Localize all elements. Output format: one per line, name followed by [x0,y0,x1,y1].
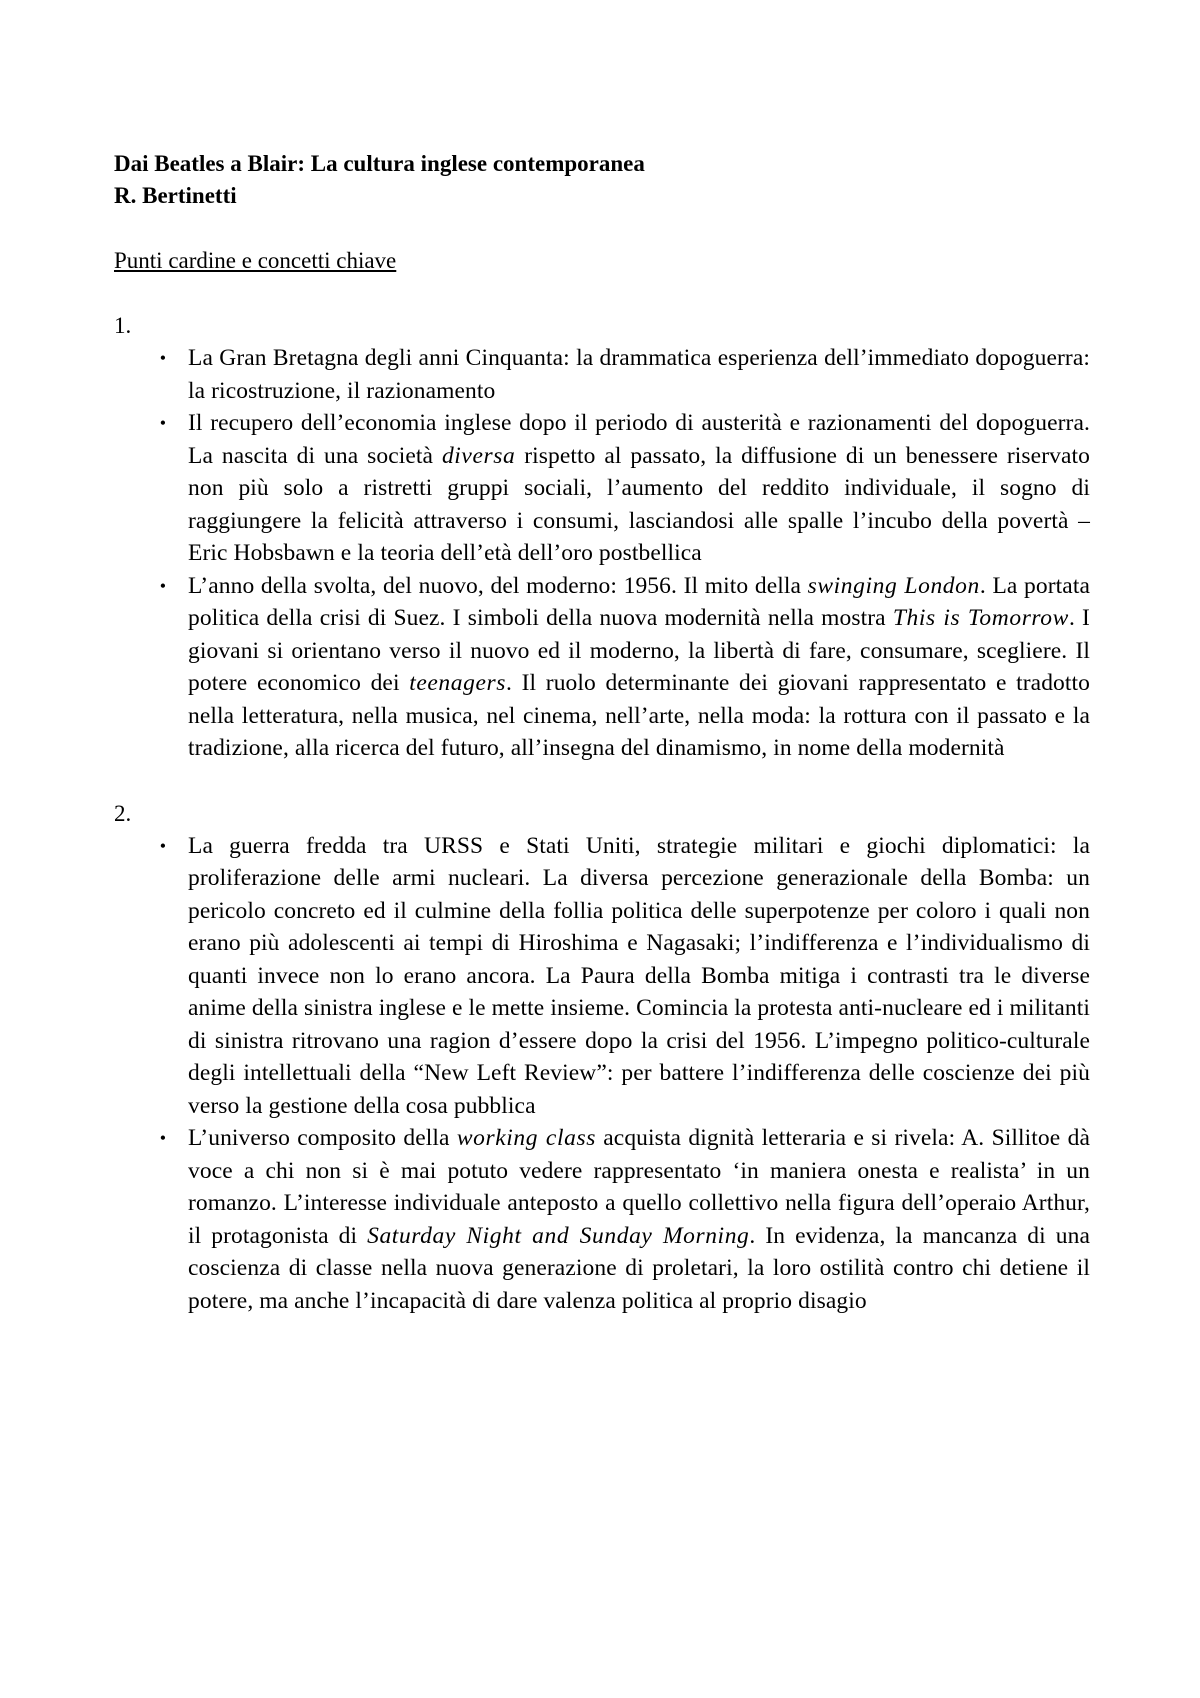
document-author: R. Bertinetti [114,183,237,208]
italic-term: diversa [441,442,516,469]
item-text: La guerra fredda tra URSS e Stati Uniti, strategie militari e giochi diplomatici: la proliferazione delle armi nucleari. La diversa percezione generazionale della Bomba: un pericolo concreto ed il culmine della follia politica delle superpotenze per coloro i quali non erano più adolescenti ai tempi di Hiroshima e Nagasaki; l’indifferenza e l’individualismo di quanti invece non lo erano ancora. La Paura della Bomba mitiga i contrasti tra le diverse anime della sinistra inglese e le mette insieme. Comincia la protesta anti-nucleare ed i militanti di sinistra ritrovano una ragion d’essere dopo la crisi del 1956. L’impegno politico-culturale degli intellettuali della “New Left Review”: per battere l’indifferenza delle coscienze dei più verso la gestione della cosa pubblica [188,832,1090,1119]
item-text: . In evidenza, la mancanza di una coscienza di classe nella nuova generazione di proletari, la loro ostilità contro chi detiene il potere, ma anche l’incapacità di dare valenza politica al proprio disagio [188,1222,1091,1314]
italic-term: working class [456,1125,596,1151]
list-item [114,342,1090,407]
bullet-icon: • [159,348,167,368]
bullet-icon: • [159,575,167,596]
list-item [114,830,1090,1123]
item-text: acquista dignità letteraria e si rivela: A. Sillitoe dà voce a chi non si è mai potuto vedere rappresentato ‘in maniera onesta e realista’ in un romanzo. L’interesse individuale anteposto a quello collettivo nella figura dell’operaio Arthur, il protagonista di [188,1125,1090,1249]
document-title: Dai Beatles a Blair: La cultura inglese contemporanea [114,151,645,176]
list-item [114,1122,1090,1317]
italic-term: swinging London [807,572,980,599]
item-text: . I giovani si orientano verso il nuovo ed il moderno, la libertà di fare, consumare, scegliere. Il potere economico dei [188,605,1090,696]
item-text: . La portata politica della crisi di Suez. I simboli della nuova modernità nella mostra [188,572,1090,631]
bullet-icon: • [159,1128,167,1148]
list-item [114,570,1090,765]
item-text: . Il ruolo determinante dei giovani rappresentato e tradotto nella letteratura, nella musica, nel cinema, nell’arte, nella moda: la rottura con il passato e la tradizione, alla ricerca del futuro, all’insegna del dinamismo, in nome della modernità [188,670,1091,761]
bullet-icon: • [159,835,167,856]
section-number-2: 2. [114,800,132,826]
bullet-list-2 [114,830,1090,1318]
section-number-1: 1. [114,313,132,338]
italic-term: teenagers [409,670,506,696]
document-body [114,148,1090,1317]
item-text: L’anno della svolta, del nuovo, del moderno: 1956. Il mito della [188,572,808,599]
item-text: rispetto al passato, la diffusione di un benessere riservato non più solo a ristretti gruppi sociali, l’aumento del reddito individuale, il sogno di raggiungere la felicità attraverso i consumi, lasciandosi alle spalle l’incubo della povertà – Eric Hobsbawn e la teoria dell’età dell’oro postbellica [188,442,1090,566]
section-heading: Punti cardine e concetti chiave [114,248,397,273]
bullet-list-1 [114,342,1090,765]
italic-term: Saturday Night and Sunday Morning [367,1222,750,1249]
list-item [114,407,1090,570]
item-text: L’universo composito della [188,1125,457,1151]
item-text: La Gran Bretagna degli anni Cinquanta: la drammatica esperienza dell’immediato dopoguerra: la ricostruzione, il razionamento [188,345,1090,404]
italic-term: This is Tomorrow [892,605,1069,631]
bullet-icon: • [159,413,167,433]
item-text: Il recupero dell’economia inglese dopo il periodo di austerità e razionamenti del dopoguerra. La nascita di una società [188,410,1090,469]
